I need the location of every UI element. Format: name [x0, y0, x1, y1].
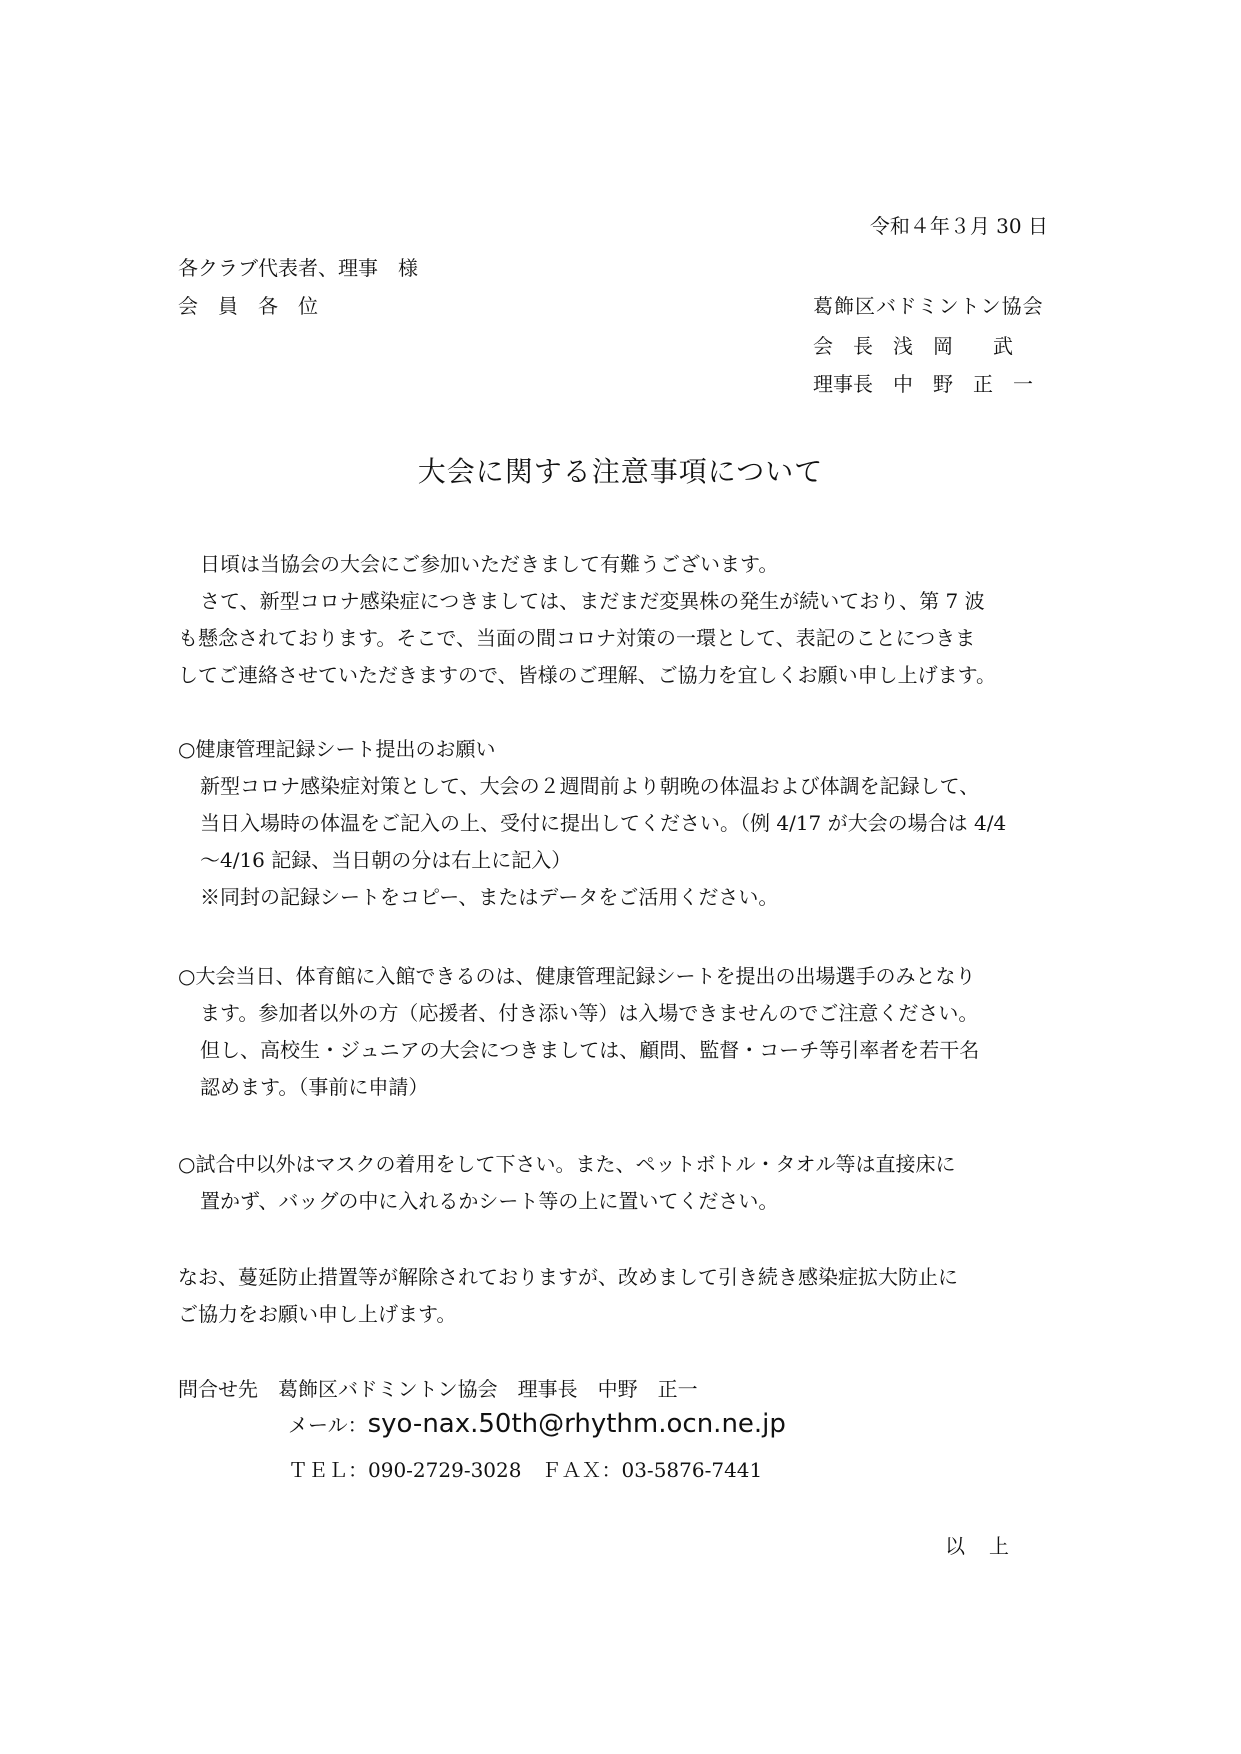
section-heading: ○試合中以外はマスクの着用をして下さい。また、ペットボトル・タオル等は直接床に [178, 1152, 956, 1176]
intro-line: してご連絡させていただきますので、皆様のご理解、ご協力を宜しくお願い申し上げます。 [178, 663, 996, 687]
section-heading: ○大会当日、体育館に入館できるのは、健康管理記録シートを提出の出場選手のみとなり [178, 964, 976, 988]
intro-line: さて、新型コロナ感染症につきましては、まだまだ変異株の発生が続いており、第 7 波 [200, 589, 985, 613]
intro-line: 日頃は当協会の大会にご参加いただきまして有難うございます。 [200, 552, 779, 576]
section-line: 当日入場時の体温をご記入の上、受付に提出してください。（例 4/17 が大会の場合は 4/4 [200, 811, 1007, 835]
contact-email-row [288, 1409, 786, 1439]
addressee-line-2: 会 員 各 位 [178, 294, 318, 318]
section-line: ※同封の記録シートをコピー、またはデータをご活用ください。 [200, 885, 779, 909]
closing-line: なお、蔓延防止措置等が解除されておりますが、改めまして引き続き感染症拡大防止に [178, 1265, 958, 1289]
section-line: 但し、高校生・ジュニアの大会につきましては、顧問、監督・コーチ等引率者を若干名 [200, 1038, 980, 1062]
email-address[interactable]: syo-nax.50th@rhythm.ocn.ne.jp [367, 1409, 786, 1439]
document-date: 令和４年３月 30 日 [869, 214, 1048, 238]
document-title: 大会に関する注意事項について [417, 455, 824, 488]
section-line: ～4/16 記録、当日朝の分は右上に記入） [200, 848, 572, 872]
section-heading: ○健康管理記録シート提出のお願い [178, 737, 496, 761]
section-health-record [178, 731, 1068, 916]
section-entry-rules [178, 958, 1068, 1106]
closing-line: ご協力をお願い申し上げます。 [178, 1302, 457, 1326]
intro-line: も懸念されております。そこで、当面の間コロナ対策の一環として、表記のことにつきま [178, 626, 976, 650]
section-line: ます。参加者以外の方（応援者、付き添い等）は入場できませんのでご注意ください。 [200, 1001, 979, 1025]
sender-president: 会 長 浅 岡 武 [813, 334, 1013, 358]
intro-paragraph [178, 546, 1068, 694]
section-line: 認めます。（事前に申請） [200, 1075, 429, 1099]
addressee-line-1: 各クラブ代表者、理事 様 [178, 256, 418, 280]
sender-director: 理事長 中 野 正 一 [813, 372, 1033, 396]
end-mark: 以上 [945, 1534, 1033, 1558]
contact-line: 問合せ先 葛飾区バドミントン協会 理事長 中野 正一 [178, 1377, 698, 1401]
section-line: 置かず、バッグの中に入れるかシート等の上に置いてください。 [200, 1189, 779, 1213]
section-line: 新型コロナ感染症対策として、大会の２週間前より朝晩の体温および体調を記録して、 [200, 774, 980, 798]
closing-paragraph [178, 1259, 1068, 1333]
email-label: メール： [288, 1413, 368, 1437]
section-mask-rules [178, 1146, 1068, 1220]
sender-organization: 葛飾区バドミントン協会 [813, 294, 1044, 318]
contact-tel-fax: ＴＥＬ：090-2729-3028 ＦＡＸ：03-5876-7441 [288, 1458, 763, 1482]
